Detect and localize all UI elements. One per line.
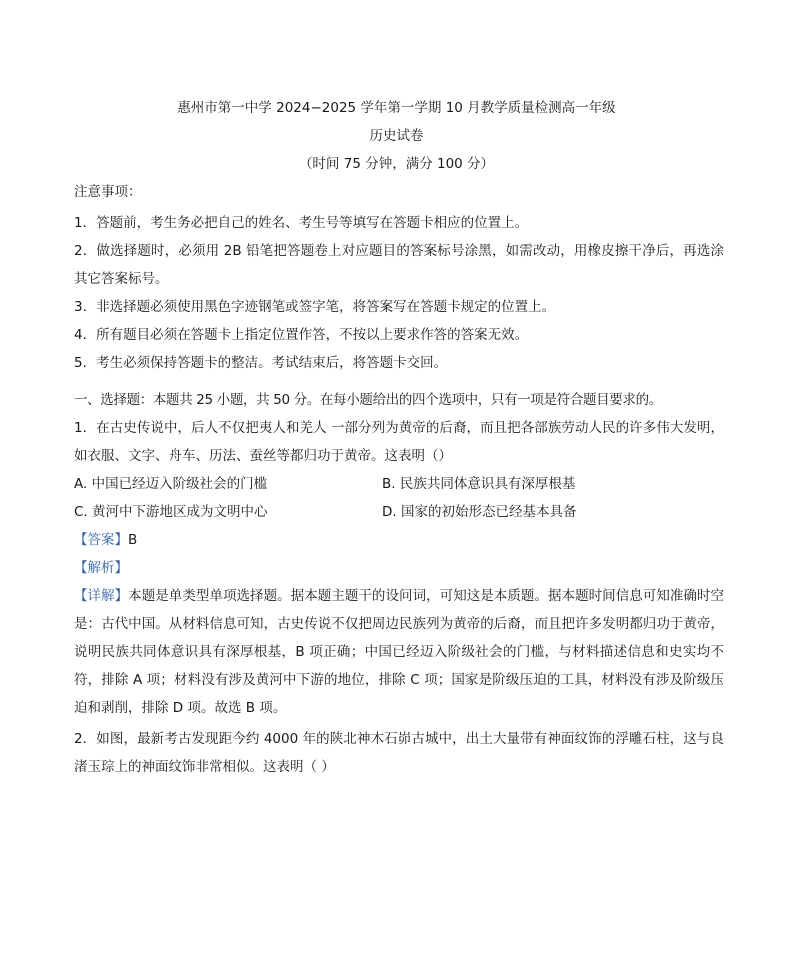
notice-item-3: 3．非选择题必须使用黑色字迹钢笔或签字笔，将答案写在答题卡规定的位置上。 — [74, 299, 556, 315]
detail-tag: 【详解】 — [74, 588, 129, 604]
exam-info: （时间 75 分钟，满分 100 分） — [298, 156, 495, 172]
notice-item-4: 4．所有题目必须在答题卡上指定位置作答，不按以上要求作答的答案无效。 — [74, 327, 529, 343]
detail-text: 本题是单类型单项选择题。据本题主题干的设问词，可知这是本质题。据本题时间信息可知准确时空是：古代中国。从材料信息可知，古史传说不仅把周边民族列为黄帝的后裔，而且把许多发明都归功于黄帝，说明民族共同体意识具有深厚根基，B 项正确；中国已经迈入阶级社会的门槛，与材料描述信息和史实均不符，排除 A 项；材料没有涉及黄河中下游的地位，排除 C 项；国家是阶级压迫的工具，材料没有涉及阶级压迫和剥削，排除 D 项。故选 B 项。 — [74, 588, 725, 716]
answer-tag: 【答案】 — [74, 532, 128, 548]
notice-heading: 注意事项： — [74, 184, 142, 200]
notice-item-5: 5．考生必须保持答题卡的整洁。考试结束后，将答题卡交回。 — [74, 355, 448, 371]
q1-stem: 1．在古史传说中，后人不仅把夷人和羌人 一部分列为黄帝的后裔，而且把各部族劳动人民的许多伟大发明，如衣服、文字、舟车、历法、蚕丝等都归功于黄帝。这表明（） — [74, 420, 724, 464]
exam-content — [74, 178, 724, 781]
q1-option-d: D. 国家的初始形态已经基本具备 — [382, 504, 577, 520]
answer-value: B — [128, 532, 138, 548]
q1-analysis — [74, 554, 724, 582]
q1-option-b: B. 民族共同体意识具有深厚根基 — [382, 476, 576, 492]
analysis-tag: 【解析】 — [74, 560, 128, 576]
exam-subject: 历史试卷 — [369, 128, 424, 144]
q1-option-c: C. 黄河中下游地区成为文明中心 — [74, 504, 268, 520]
exam-title: 惠州市第一中学 2024−2025 学年第一学期 10 月教学质量检测高一年级 — [177, 100, 616, 116]
notice-item-2: 2．做选择题时，必须用 2B 铅笔把答题卷上对应题目的答案标号涂黑，如需改动，用橡皮擦干净后，再选涂其它答案标号。 — [74, 243, 724, 287]
q1-answer — [74, 526, 724, 554]
q1-option-a: A. 中国已经迈入阶级社会的门槛 — [74, 476, 268, 492]
q1-detail — [74, 582, 724, 722]
q1-options — [74, 470, 724, 526]
section-title: 一、选择题：本题共 25 小题，共 50 分。在每小题给出的四个选项中，只有一项是符合题目要求的。 — [74, 392, 662, 408]
notice-item-1: 1．答题前，考生务必把自己的姓名、考生号等填写在答题卡相应的位置上。 — [74, 215, 529, 231]
q2-stem: 2．如图，最新考古发现距今约 4000 年的陕北神木石峁古城中，出土大量带有神面纹饰的浮雕石柱，这与良渚玉琮上的神面纹饰非常相似。这表明（ ） — [74, 731, 724, 775]
